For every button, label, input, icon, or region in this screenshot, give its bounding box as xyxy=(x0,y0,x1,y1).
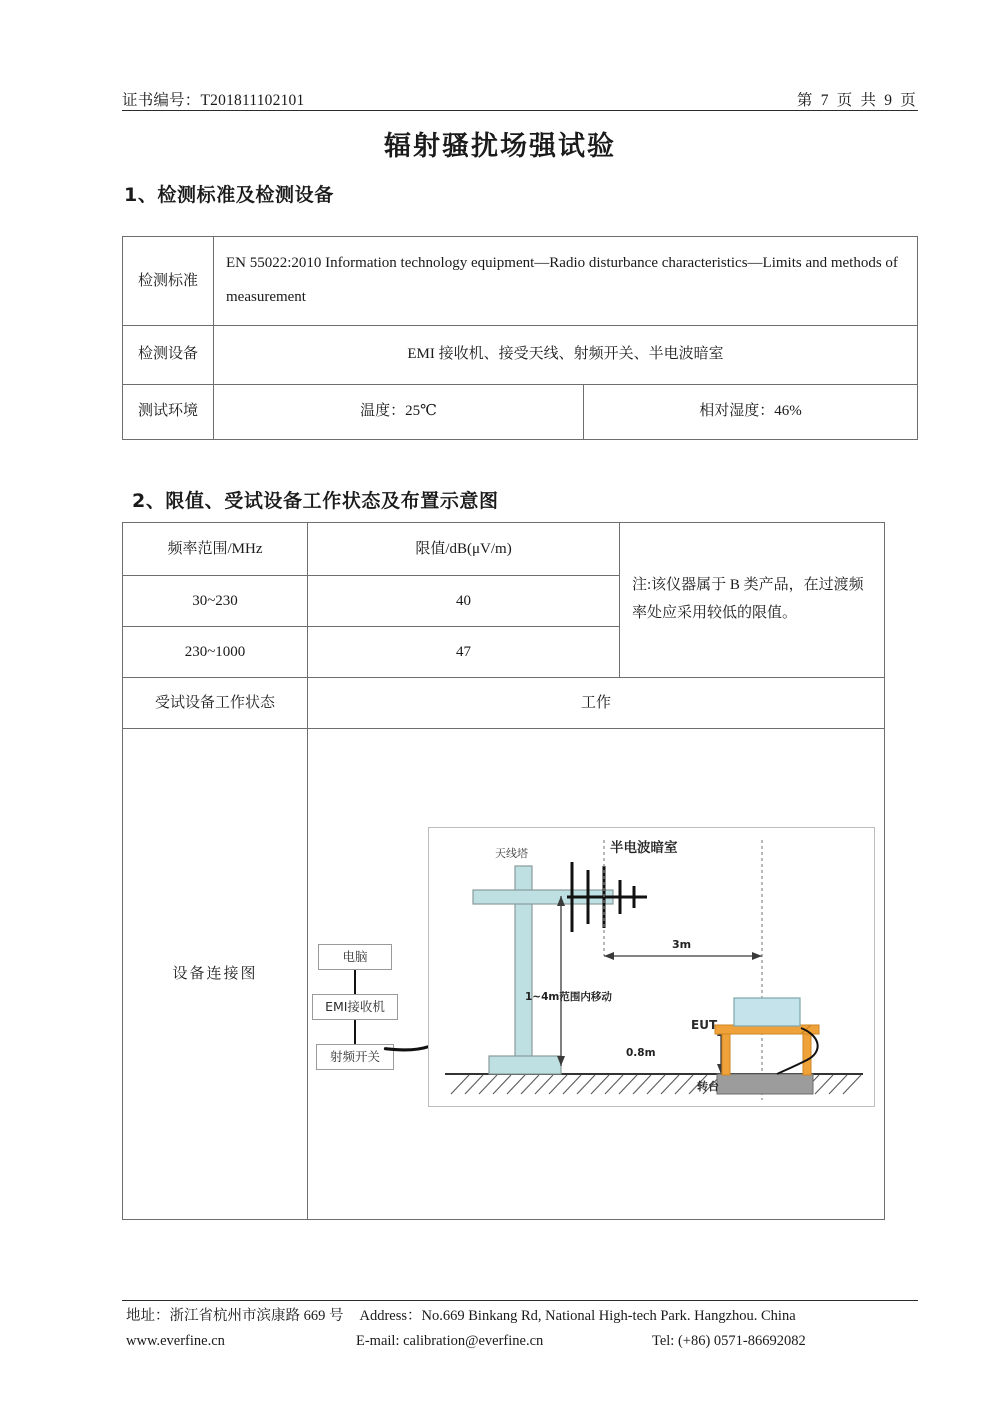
header-limit-value: 限值/dB(μV/m) xyxy=(308,523,620,576)
footer-address-en: Address：No.669 Binkang Rd, National High-tech Park. Hangzhou. China xyxy=(359,1308,796,1324)
page-indicator: 第 7 页 共 9 页 xyxy=(796,92,918,109)
section-heading-1: 1、检测标准及检测设备 xyxy=(124,184,334,206)
cell-temperature: 温度：25℃ xyxy=(214,384,584,439)
label-eut: EUT xyxy=(691,1018,718,1032)
freq-range-0: 30~230 xyxy=(123,576,308,627)
row-label-standard: 检测标准 xyxy=(123,237,214,326)
header-divider xyxy=(122,110,918,111)
table-row xyxy=(123,237,918,326)
tower-base xyxy=(489,1056,561,1074)
label-antenna-travel-range: 1~4m范围内移动 xyxy=(525,991,612,1003)
freq-range-1: 230~1000 xyxy=(123,627,308,678)
limit-value-0: 40 xyxy=(308,576,620,627)
row-value-standard: EN 55022:2010 Information technology equipment—Radio disturbance characteristics—Limits and methods of measurement xyxy=(214,237,918,326)
certificate-number: 证书编号：T201811102101 xyxy=(122,92,305,109)
dimension-antenna-travel xyxy=(557,896,565,1066)
cell-humidity: 相对湿度：46% xyxy=(584,384,918,439)
turntable xyxy=(717,1074,813,1094)
instrument-box-computer: 电脑 xyxy=(318,944,392,970)
footer-line-1 xyxy=(126,1304,922,1329)
eut-cable xyxy=(777,1028,818,1074)
table-row xyxy=(123,729,885,1220)
eut-state-label: 受试设备工作状态 xyxy=(123,678,308,729)
label-bench-height: 0.8m xyxy=(626,1047,656,1059)
instrument-box-rf-switch: 射频开关 xyxy=(316,1044,394,1070)
row-label-equipment: 检测设备 xyxy=(123,325,214,384)
footer-telephone: Tel: (+86) 0571-86692082 xyxy=(652,1333,806,1350)
standards-equipment-table xyxy=(122,236,918,440)
limits-and-layout-table xyxy=(122,522,885,1220)
footer-line-2 xyxy=(126,1329,922,1354)
instrument-box-emi-receiver: EMI接收机 xyxy=(312,994,398,1020)
label-anechoic-chamber: 半电波暗室 xyxy=(610,840,678,856)
footer-address-cn: 地址：浙江省杭州市滨康路 669 号 xyxy=(126,1308,344,1324)
anechoic-chamber-frame xyxy=(428,827,875,1107)
limits-note: 注:该仪器属于 B 类产品，在过渡频率处应采用较低的限值。 xyxy=(620,523,885,678)
header-frequency-range: 频率范围/MHz xyxy=(123,523,308,576)
receiving-antenna xyxy=(567,862,647,932)
row-value-equipment: EMI 接收机、接受天线、射频开关、半电波暗室 xyxy=(214,325,918,384)
footer-website: www.everfine.cn xyxy=(126,1333,225,1350)
label-distance-3m: 3m xyxy=(672,938,692,951)
section-heading-2: 2、限值、受试设备工作状态及布置示意图 xyxy=(132,490,499,512)
page-footer xyxy=(126,1304,922,1355)
footer-divider xyxy=(122,1300,918,1301)
table-row xyxy=(123,384,918,439)
equipment-diagram-cell xyxy=(308,729,885,1220)
footer-email: E-mail: calibration@everfine.cn xyxy=(356,1333,544,1350)
table-row xyxy=(123,523,885,576)
row-label-environment: 测试环境 xyxy=(123,384,214,439)
page-title: 辐射骚扰场强试验 xyxy=(384,131,616,162)
diagram-row-label: 设备连接图 xyxy=(123,729,308,1220)
chamber-diagram xyxy=(429,828,876,1108)
eut-box xyxy=(734,998,800,1026)
table-row xyxy=(123,678,885,729)
page-header xyxy=(122,86,918,110)
bench-leg-left xyxy=(722,1034,730,1075)
eut-state-value: 工作 xyxy=(308,678,885,729)
table-row xyxy=(123,325,918,384)
limit-value-1: 47 xyxy=(308,627,620,678)
label-turntable: 转台 xyxy=(697,1080,719,1093)
label-antenna-tower: 天线塔 xyxy=(495,847,528,860)
bench-leg-right xyxy=(803,1034,811,1075)
